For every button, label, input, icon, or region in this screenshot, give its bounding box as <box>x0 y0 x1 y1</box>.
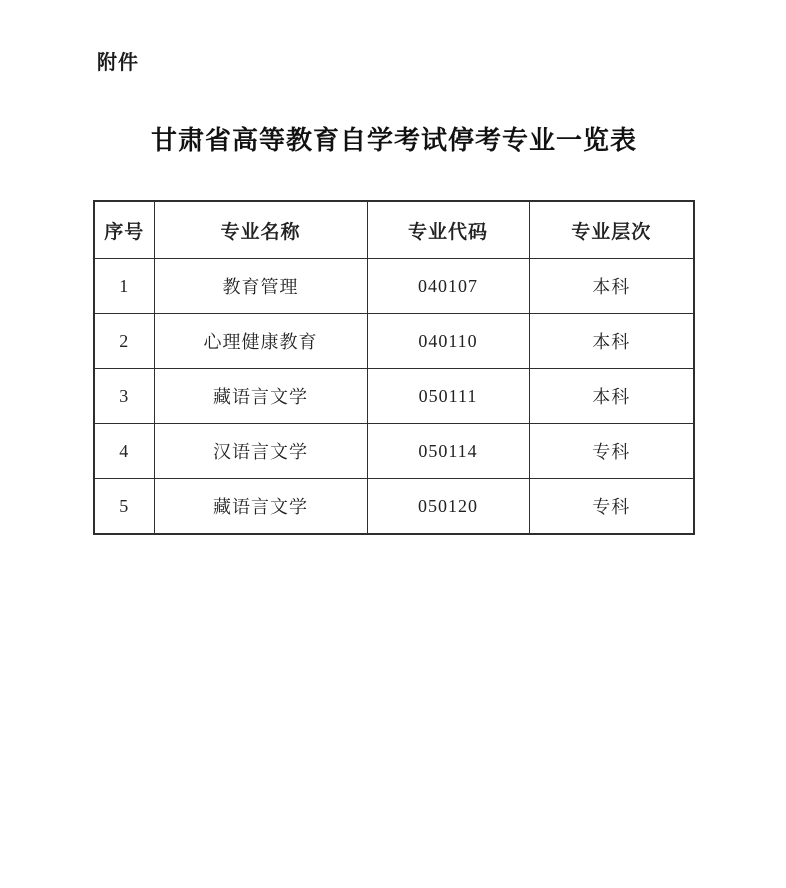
cell-major-name: 汉语言文学 <box>154 424 367 479</box>
page-title: 甘肃省高等教育自学考试停考专业一览表 <box>150 126 637 155</box>
majors-table <box>93 200 695 535</box>
table-header-row <box>94 201 694 259</box>
cell-major-name: 藏语言文学 <box>154 369 367 424</box>
cell-major-level: 本科 <box>529 314 694 369</box>
cell-major-code: 040107 <box>367 259 529 314</box>
cell-major-level: 本科 <box>529 369 694 424</box>
table-row <box>94 424 694 479</box>
cell-major-name: 教育管理 <box>154 259 367 314</box>
attachment-label: 附件 <box>97 52 139 74</box>
table-row <box>94 314 694 369</box>
cell-index: 3 <box>94 369 154 424</box>
cell-index: 1 <box>94 259 154 314</box>
cell-major-name: 藏语言文学 <box>154 479 367 535</box>
table-header-index: 序号 <box>94 201 154 259</box>
table-row <box>94 479 694 535</box>
table-row <box>94 259 694 314</box>
cell-major-name: 心理健康教育 <box>154 314 367 369</box>
cell-major-level: 专科 <box>529 479 694 535</box>
cell-major-code: 040110 <box>367 314 529 369</box>
cell-index: 2 <box>94 314 154 369</box>
table-row <box>94 369 694 424</box>
majors-table-container <box>93 200 695 535</box>
cell-major-level: 本科 <box>529 259 694 314</box>
table-header-major-code: 专业代码 <box>367 201 529 259</box>
table-header-major-name: 专业名称 <box>154 201 367 259</box>
cell-major-code: 050120 <box>367 479 529 535</box>
cell-index: 5 <box>94 479 154 535</box>
cell-major-level: 专科 <box>529 424 694 479</box>
table-header-major-level: 专业层次 <box>529 201 694 259</box>
cell-major-code: 050114 <box>367 424 529 479</box>
cell-major-code: 050111 <box>367 369 529 424</box>
cell-index: 4 <box>94 424 154 479</box>
